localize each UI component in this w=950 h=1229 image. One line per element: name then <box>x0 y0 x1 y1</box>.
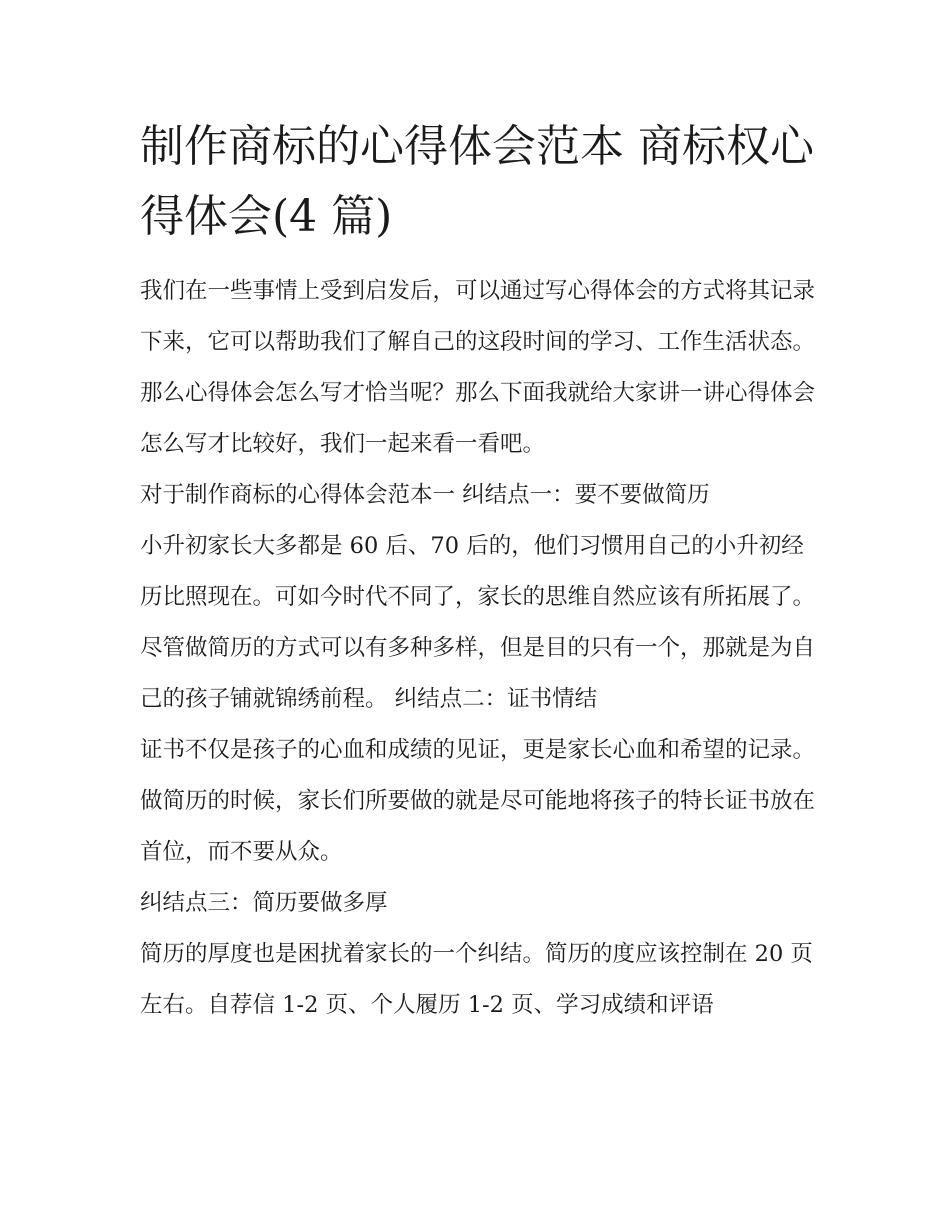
body-paragraph-parents: 小升初家长大多都是 60 后、70 后的，他们习惯用自己的小升初经历比照现在。可如今时代不同了，家长的思维自然应该有所拓展了。 <box>140 533 816 610</box>
document-page <box>140 112 820 1031</box>
body-paragraph-resume-purpose: 尽管做简历的方式可以有多种多样，但是目的只有一个，那就是为自己的孩子铺就锦绣前程。 纠结点二：证书情结 <box>140 635 816 712</box>
body-paragraph-point-three: 纠结点三：简历要做多厚 <box>140 890 388 916</box>
document-title: 制作商标的心得体会范本 商标权心得体会(4 篇) <box>140 121 814 242</box>
body-paragraph-sample-heading: 对于制作商标的心得体会范本一 纠结点一：要不要做简历 <box>140 482 710 508</box>
body-paragraph-thickness: 简历的厚度也是困扰着家长的一个纠结。简历的度应该控制在 20 页左右。自荐信 1-2 页、个人履历 1-2 页、学习成绩和评语 <box>140 941 813 1018</box>
body-paragraph-intro: 我们在一些事情上受到启发后，可以通过写心得体会的方式将其记录下来，它可以帮助我们了解自己的这段时间的学习、工作生活状态。那么心得体会怎么写才恰当呢？那么下面我就给大家讲一讲心得体会怎么写才比较好，我们一起来看一看吧。 <box>140 278 816 457</box>
body-paragraph-certificates: 证书不仅是孩子的心血和成绩的见证，更是家长心血和希望的记录。做简历的时候，家长们所要做的就是尽可能地将孩子的特长证书放在首位，而不要从众。 <box>140 737 816 865</box>
